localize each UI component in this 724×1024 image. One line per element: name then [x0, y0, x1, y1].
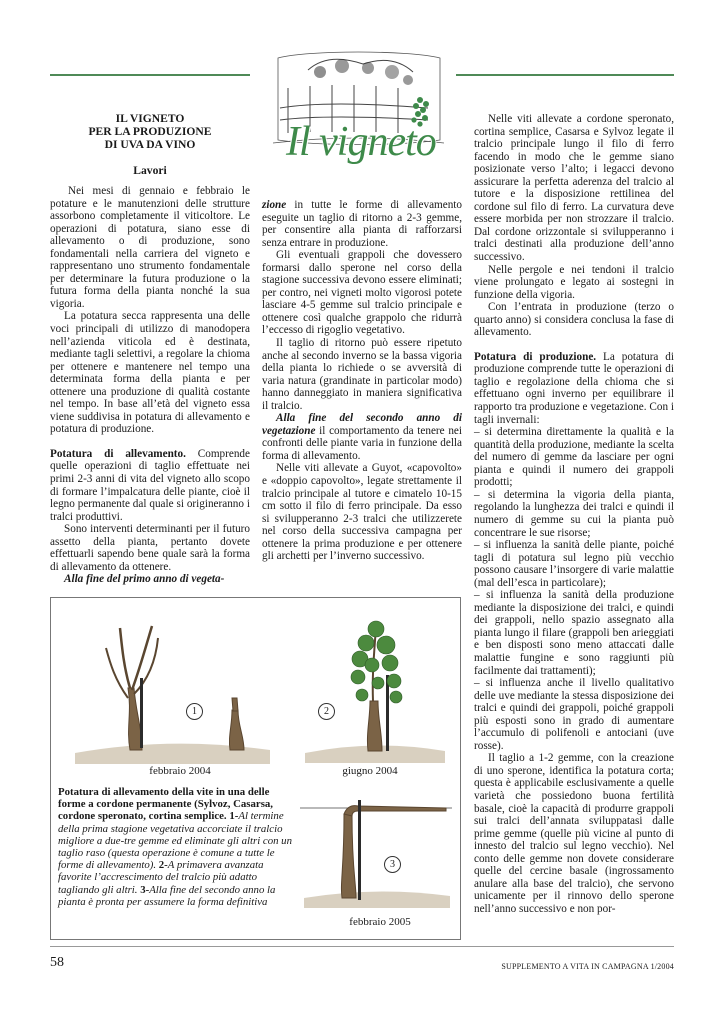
page-number: 58	[50, 955, 64, 970]
paragraph-produzione	[474, 351, 674, 426]
heading-produzione: Potatura di produzione.	[474, 350, 597, 363]
section-title	[50, 112, 250, 151]
bullet-item: – si determina la vigoria della pianta, regolando la lunghezza dei tralci e quindi il numero di gemme su cui la pianta può concentrare le sue risorse;	[474, 488, 674, 539]
italic-lead: zione	[262, 199, 287, 211]
caption-step-1-number: 1-	[229, 810, 239, 823]
section-title-line-3: DI UVA DA VINO	[104, 138, 196, 151]
date-label-3: febbraio 2005	[349, 916, 411, 928]
paragraph: La potatura secca rappresenta una delle voci principali di utilizzo di manodopera nell’azienda viticola ed è destinata, mediante tagli selettivi, a regolare la chioma per ottenere e mantenere nel tempo una determinata forma della pianta e per ottenere una produzione di qualità costante nel tempo. In base all’età del vigneto essa viene suddivisa in potatura di allevamento e potatura di produzione.	[50, 310, 250, 436]
date-label-1: febbraio 2004	[149, 765, 211, 777]
logo	[268, 48, 448, 178]
step-1-marker: 1	[186, 703, 203, 720]
heading-allevamento: Potatura di allevamento.	[50, 447, 186, 460]
caption-step-2: A primavera avanzata favorite l’accrescimento del tralcio più adatto tagliando gli altri.	[58, 859, 264, 896]
paragraph: Gli eventuali grappoli che dovessero formarsi dallo sperone nel corso della stagione successiva devono essere eliminati; per contro, nei vigneti molto vigorosi potete lasciare 4-5 gemme sul tralcio principale e ottenere così qualche grappolo che ridurrà l’eccesso di rigoglio vegetativo.	[262, 249, 462, 337]
paragraph-text: in tutte le forme di allevamento eseguite un taglio di ritorno a 2-3 gemme, per consentire alla pianta di rafforzarsi senza entrare in produzione.	[262, 199, 462, 249]
logo-text: Il vigneto	[286, 119, 436, 165]
vine-illustration-2	[300, 615, 450, 765]
paragraph-text: Comprende quelle operazioni di taglio effettuate nei primi 2-3 anni di vita del vigneto allo scopo di formare l’impalcatura delle piante, cioè il legno permanente dal quale si origineranno i tralci produttivi.	[50, 447, 250, 523]
caption-step-2-number: 2-	[156, 859, 168, 872]
paragraph-text: La potatura di produzione comprende tutte le operazioni di taglio e regolazione della chioma che si effettuano ogni inverno per equilibrare il rapporto tra produzione e vegetazione. Con i tagli invernali:	[474, 350, 674, 426]
bullet-item: – si influenza la sanità delle piante, poiché tagli di potatura sul legno più vecchio possono causare l’insorgere di varie malattie (mal dell’esca in particolare);	[474, 539, 674, 589]
paragraph: Nelle viti allevate a Guyot, «capovolto» e «doppio capovolto», legate strettamente il tralcio principale al tutore e cimatelo 10-15 cm sotto il filo di ferro principale. Da esso si svilupperanno 2-3 tralci che utilizzerete nel corso della successiva campagna per ottenere la prima produzione e per ottenere gli archetti per l’inverno successivo.	[262, 462, 462, 563]
publication-footer: SUPPLEMENTO A VITA IN CAMPAGNA 1/2004	[501, 962, 674, 971]
vine-illustration-1	[60, 618, 280, 768]
bullet-item: – si influenza la sanità della produzione mediante la disposizione dei tralci, e quindi dei grappoli, nello spazio assegnato alla pianta lungo il filare (grappoli ben arieggiati e ben disposti sono meno attaccati dalle malattie fungine e sono raggiunti più facilmente dai trattamenti);	[474, 589, 674, 677]
italic-lead: Alla fine del secondo anno di vegetazione	[262, 412, 462, 437]
header-rule-left	[50, 74, 250, 76]
step-2-marker: 2	[318, 703, 335, 720]
column-3	[474, 113, 674, 915]
paragraph-text: il comportamento da tenere nei confronti delle piante varia in funzione della forma di allevamento.	[262, 424, 462, 462]
paragraph: Nelle viti allevate a cordone speronato, cortina semplice, Casarsa e Sylvoz legate il tralcio principale lungo il filo di ferro facendo in modo che le gemme siano posizionate verso l’alto; i legacci devono assicurare la perfetta aderenza del tralcio al tutore e la disposizione rettilinea del cordone sul filo di ferro. La curvatura deve essere morbida per non strozzare il tralcio. Dal cordone orizzontale si svilupperanno i tralci destinati alla produzione dell’anno successivo.	[474, 113, 674, 264]
vine-illustration-3	[296, 790, 456, 910]
paragraph	[262, 412, 462, 462]
section-title-line-2: PER LA PRODUZIONE	[88, 125, 212, 138]
paragraph: Nelle pergole e nei tendoni il tralcio viene prolungato e legato ai sostegni in funzione della vigoria.	[474, 263, 674, 301]
paragraph	[262, 199, 462, 249]
paragraph: Il taglio a 1-2 gemme, con la creazione di uno sperone, identifica la potatura corta; questa è applicabile esclusivamente a quelle varietà che possiedono buona fertilità basale, cioè la capacità di produrre grappoli sui tralci dell’annata sviluppatasi dalle prime gemme (quelle più vicine al punto di innesto del tralcio sul legno vecchio). Nel conto delle gemme non dovete considerare quelle del cercine basale (ingrossamento anulare alla base del tralcio), che servono unicamente per il rinnovo dello sperone nell’anno successivo e non por-	[474, 752, 674, 915]
column-1	[50, 185, 250, 586]
section-title-line-1: IL VIGNETO	[115, 112, 185, 125]
date-label-2: giugno 2004	[342, 765, 398, 777]
paragraph: Il taglio di ritorno può essere ripetuto anche al secondo inverno se la bassa vigoria della pianta lo richiede o se avversità di varia natura (grandinate in particolar modo) hanno danneggiato in maniera significativa il tralcio.	[262, 337, 462, 412]
subsection-title: Lavori	[133, 164, 167, 177]
caption-step-3: Alla fine del secondo anno la pianta è pronta per assumere la forma definitiva	[58, 883, 276, 908]
paragraph-allevamento	[50, 448, 250, 523]
bullet-item: – si determina direttamente la qualità e la quantità della produzione, mediante la scelta del numero di gemme da lasciare per ogni pianta e quindi il numero dei grappoli prodotti;	[474, 426, 674, 489]
paragraph: Con l’entrata in produzione (terzo o quarto anno) si considera conclusa la fase di allevamento.	[474, 301, 674, 339]
paragraph: Sono interventi determinanti per il futuro assetto della pianta, pertanto dovete effettuarli sapendo bene quale sarà la forma di allevamento da ottenere.	[50, 523, 250, 573]
caption-title: Potatura di allevamento della vite in una delle forme a cordone permanente (Sylvoz, Casarsa, cordone speronato, cortina semplice.	[58, 786, 273, 823]
figure-caption	[58, 786, 294, 908]
caption-step-3-number: 3-	[137, 883, 150, 896]
footer-rule	[50, 946, 674, 947]
bullet-item: – si influenza anche il livello qualitativo delle uve mediante la stessa disposizione dei tralci e quindi dei grappoli, poiché grappoli più esposti sono in grado di aumentare l’accumulo di polifenoli e antociani (uve rosse).	[474, 677, 674, 752]
column-2	[262, 199, 462, 563]
step-3-marker: 3	[384, 856, 401, 873]
caption-step-1: Al termine della prima stagione vegetativa accorciate il tralcio migliore a due-tre gemme ed eliminate gli altri con un taglio raso (questa operazione è comune a tutte le forme di allevamento).	[58, 810, 292, 872]
header-rule-right	[456, 74, 674, 76]
paragraph: Nei mesi di gennaio e febbraio le potature e le manutenzioni delle strutture assorbono completamente il viticoltore. Le operazioni di potatura, siano esse di allevamento o di produzione, sono fondamentali nella carriera del vigneto e rappresentano uno strumento fondamentale per determinare la futura produzione o la futura forma della pianta nonché la sua vigoria.	[50, 185, 250, 310]
paragraph-italic: Alla fine del primo anno di vegeta-	[64, 573, 225, 586]
